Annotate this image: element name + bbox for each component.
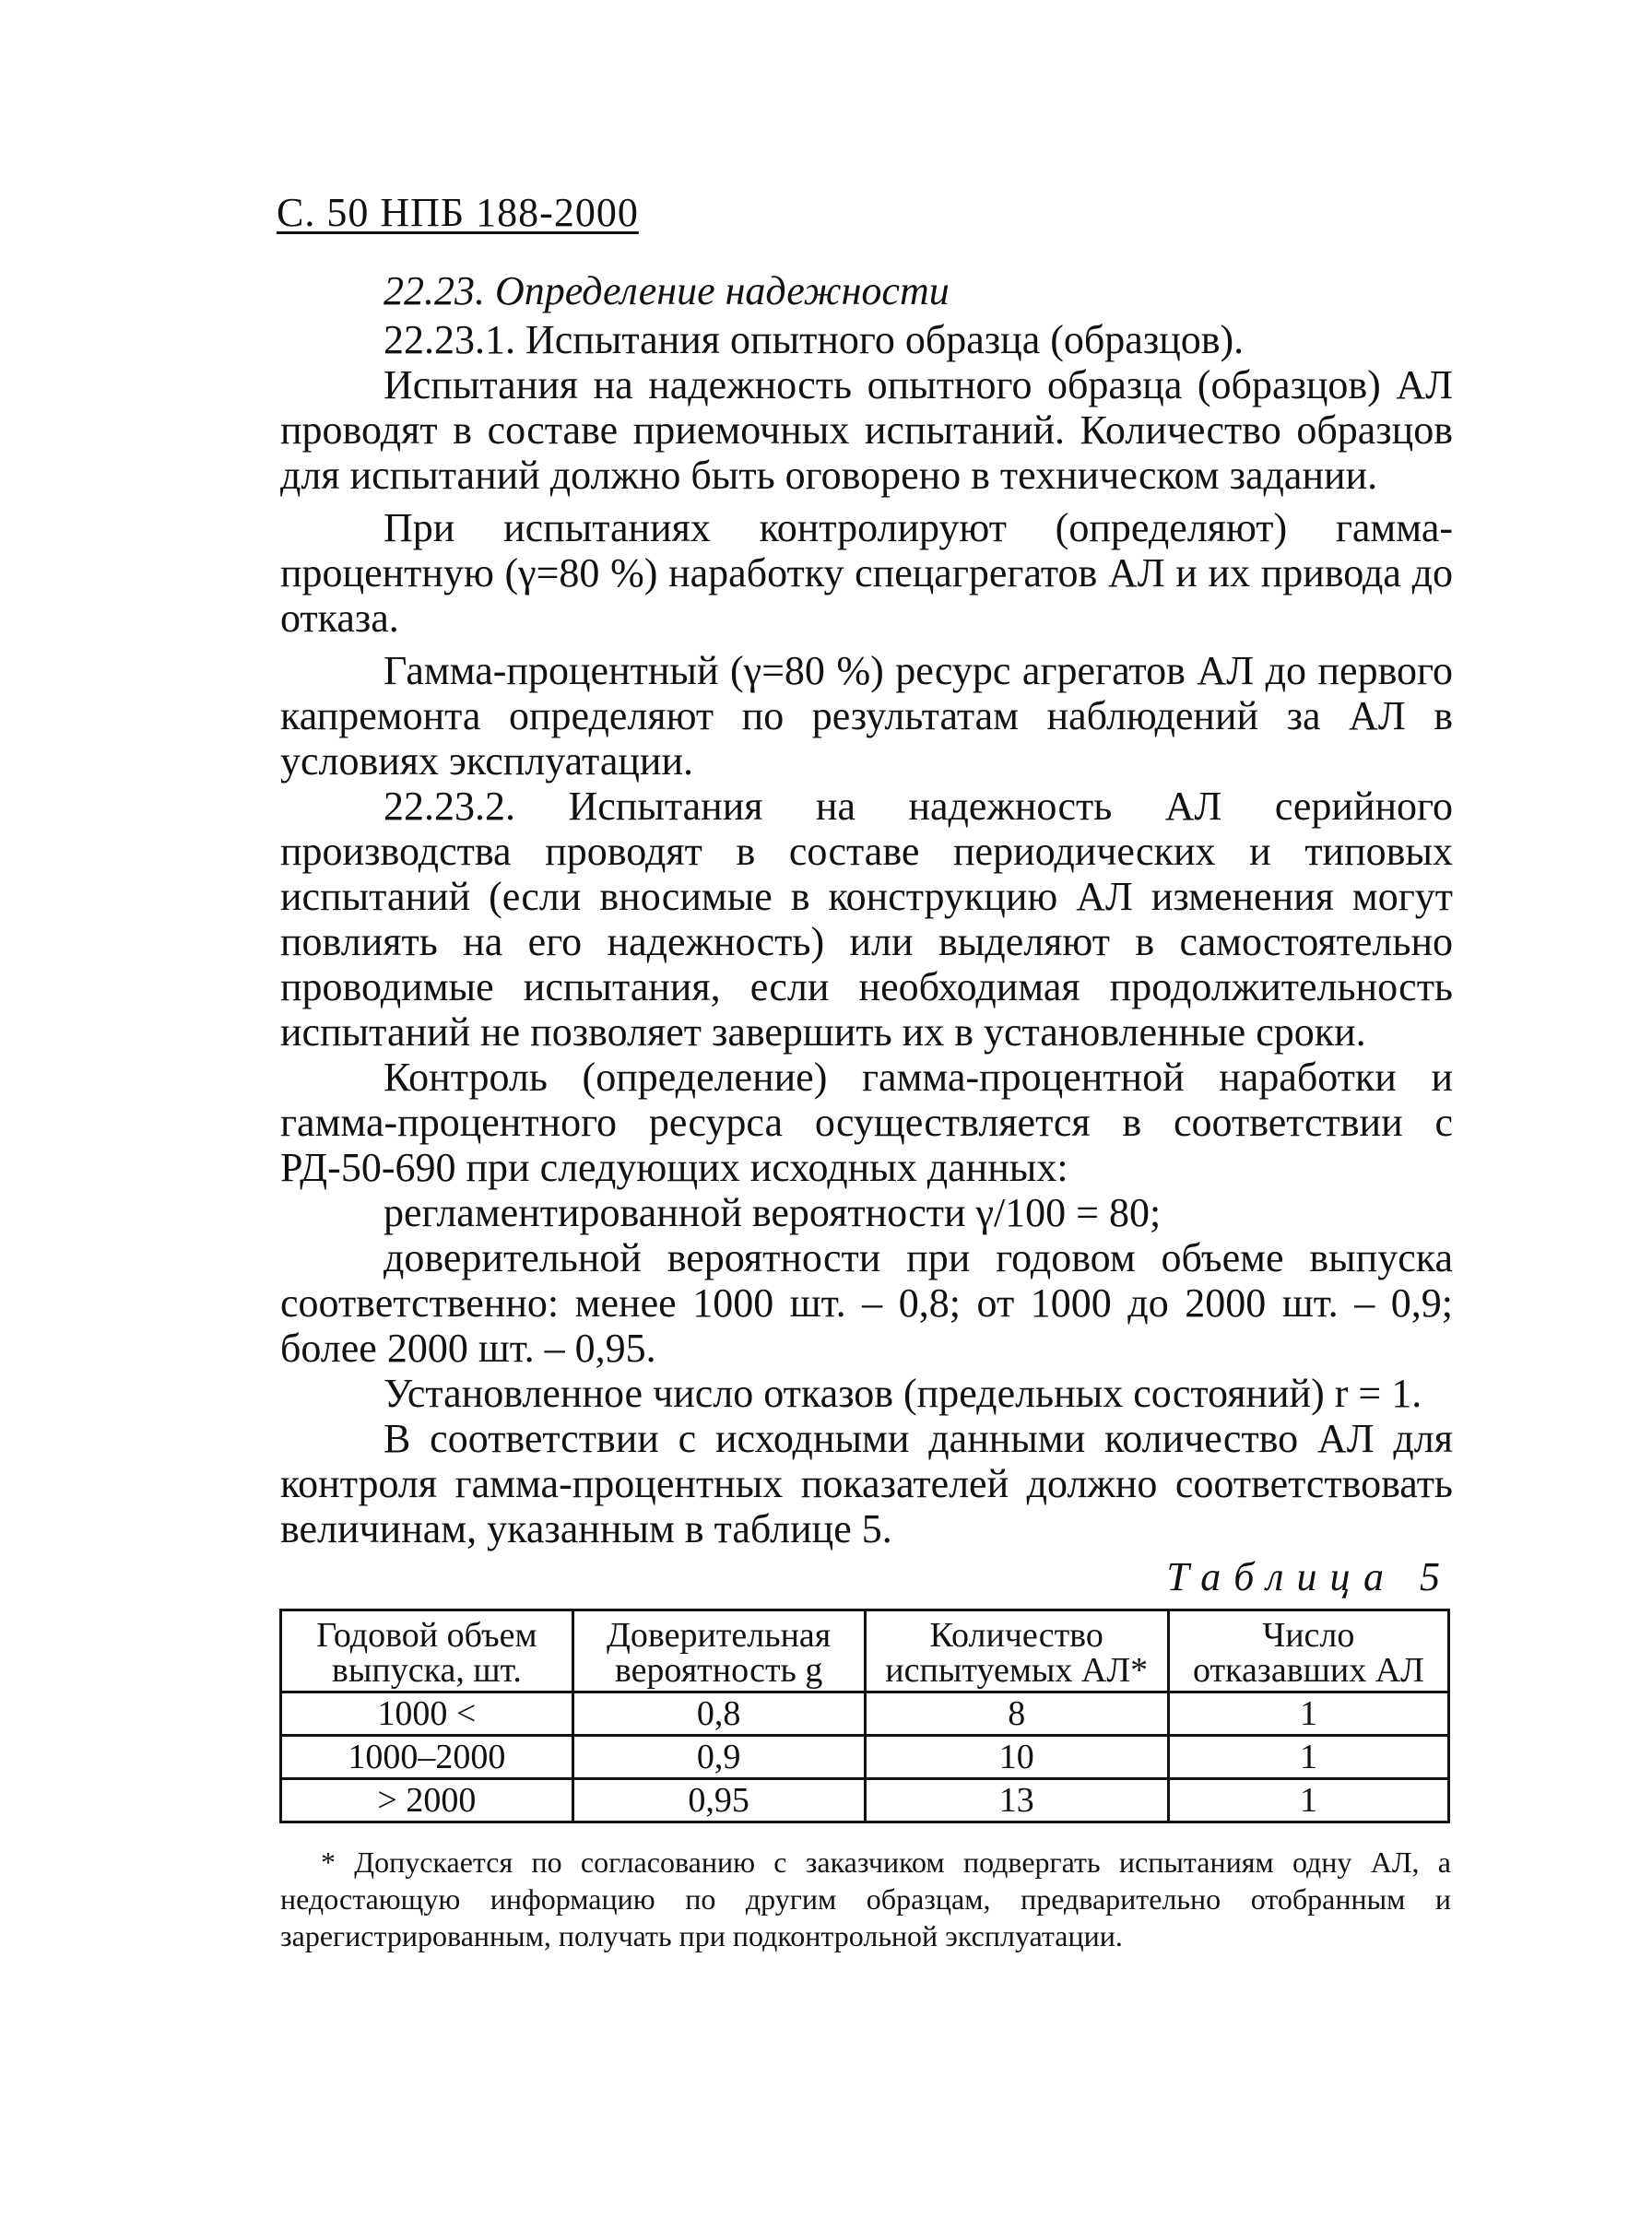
table-caption: Таблица 5	[1166, 1554, 1453, 1599]
paragraph: 22.23.1. Испытания опытного образца (образцов).	[384, 317, 1245, 362]
table-cell: 0,8	[572, 1692, 865, 1736]
table-cell: 1	[1168, 1736, 1448, 1779]
table-footnote: * Допускается по согласованию с заказчиком подвергать испытаниям одну АЛ, а недостающую информацию по другим образцам, предварительно отобранным и зарегистрированным, получать при подконтрольной эксплуатации.	[280, 1846, 1451, 1952]
table-cell: 0,95	[572, 1779, 865, 1822]
table-cell: 1	[1168, 1692, 1448, 1736]
paragraph: Контроль (определение) гамма-процентной наработки и гамма-процентного ресурса осуществляется в соответствии с РД-50-690 при следующих исходных данных:	[280, 1055, 1453, 1190]
column-header: Доверительная вероятность g	[572, 1610, 865, 1692]
page-header: С. 50 НПБ 188-2000	[277, 190, 639, 235]
paragraph: доверительной вероятности при годовом объеме выпуска соответственно: менее 1000 шт. – 0,8; от 1000 до 2000 шт. – 0,9; более 2000 шт. – 0,95.	[280, 1235, 1453, 1371]
table-cell: > 2000	[281, 1779, 573, 1822]
table-cell: 1	[1168, 1779, 1448, 1822]
paragraph: регламентированной вероятности γ/100 = 80;	[384, 1190, 1162, 1235]
body-text	[280, 267, 1453, 1551]
column-header: Годовой объем выпуска, шт.	[281, 1610, 573, 1692]
table-cell: 8	[865, 1692, 1168, 1736]
table-cell: 1000 <	[281, 1692, 573, 1736]
table-row	[281, 1779, 1449, 1822]
paragraph: Испытания на надежность опытного образца (образцов) АЛ проводят в составе приемочных испытаний. Количество образцов для испытаний должно быть оговорено в техническом задании.	[280, 362, 1453, 498]
paragraph: Гамма-процентный (γ=80 %) ресурс агрегатов АЛ до первого капремонта определяют по результатам наблюдений за АЛ в условиях эксплуатации.	[280, 648, 1453, 784]
column-header: Количество испытуемых АЛ*	[865, 1610, 1168, 1692]
paragraph: В соответствии с исходными данными количество АЛ для контроля гамма-процентных показателей должно соответствовать величинам, указанным в таблице 5.	[280, 1416, 1453, 1551]
table-cell: 0,9	[572, 1736, 865, 1779]
table-row	[281, 1736, 1449, 1779]
paragraph: При испытаниях контролируют (определяют) гамма-процентную (γ=80 %) наработку спецагрегатов АЛ и их привода до отказа.	[280, 505, 1453, 641]
paragraph: Установленное число отказов (предельных состояний) r = 1.	[384, 1371, 1422, 1416]
table-header-row	[281, 1610, 1449, 1692]
table-cell: 10	[865, 1736, 1168, 1779]
paragraph: 22.23.2. Испытания на надежность АЛ серийного производства проводят в составе периодических и типовых испытаний (если вносимые в конструкцию АЛ изменения могут повлиять на его надежность) или выделяют в самостоятельно проводимые испытания, если необходимая продолжительность испытаний не позволяет завершить их в установленные сроки.	[280, 784, 1453, 1055]
reliability-table	[279, 1609, 1450, 1823]
section-title: 22.23. Определение надежности	[384, 268, 950, 313]
table-row	[281, 1692, 1449, 1736]
column-header: Число отказавших АЛ	[1168, 1610, 1448, 1692]
table-cell: 13	[865, 1779, 1168, 1822]
table-cell: 1000–2000	[281, 1736, 573, 1779]
table-container	[279, 1609, 1450, 1823]
